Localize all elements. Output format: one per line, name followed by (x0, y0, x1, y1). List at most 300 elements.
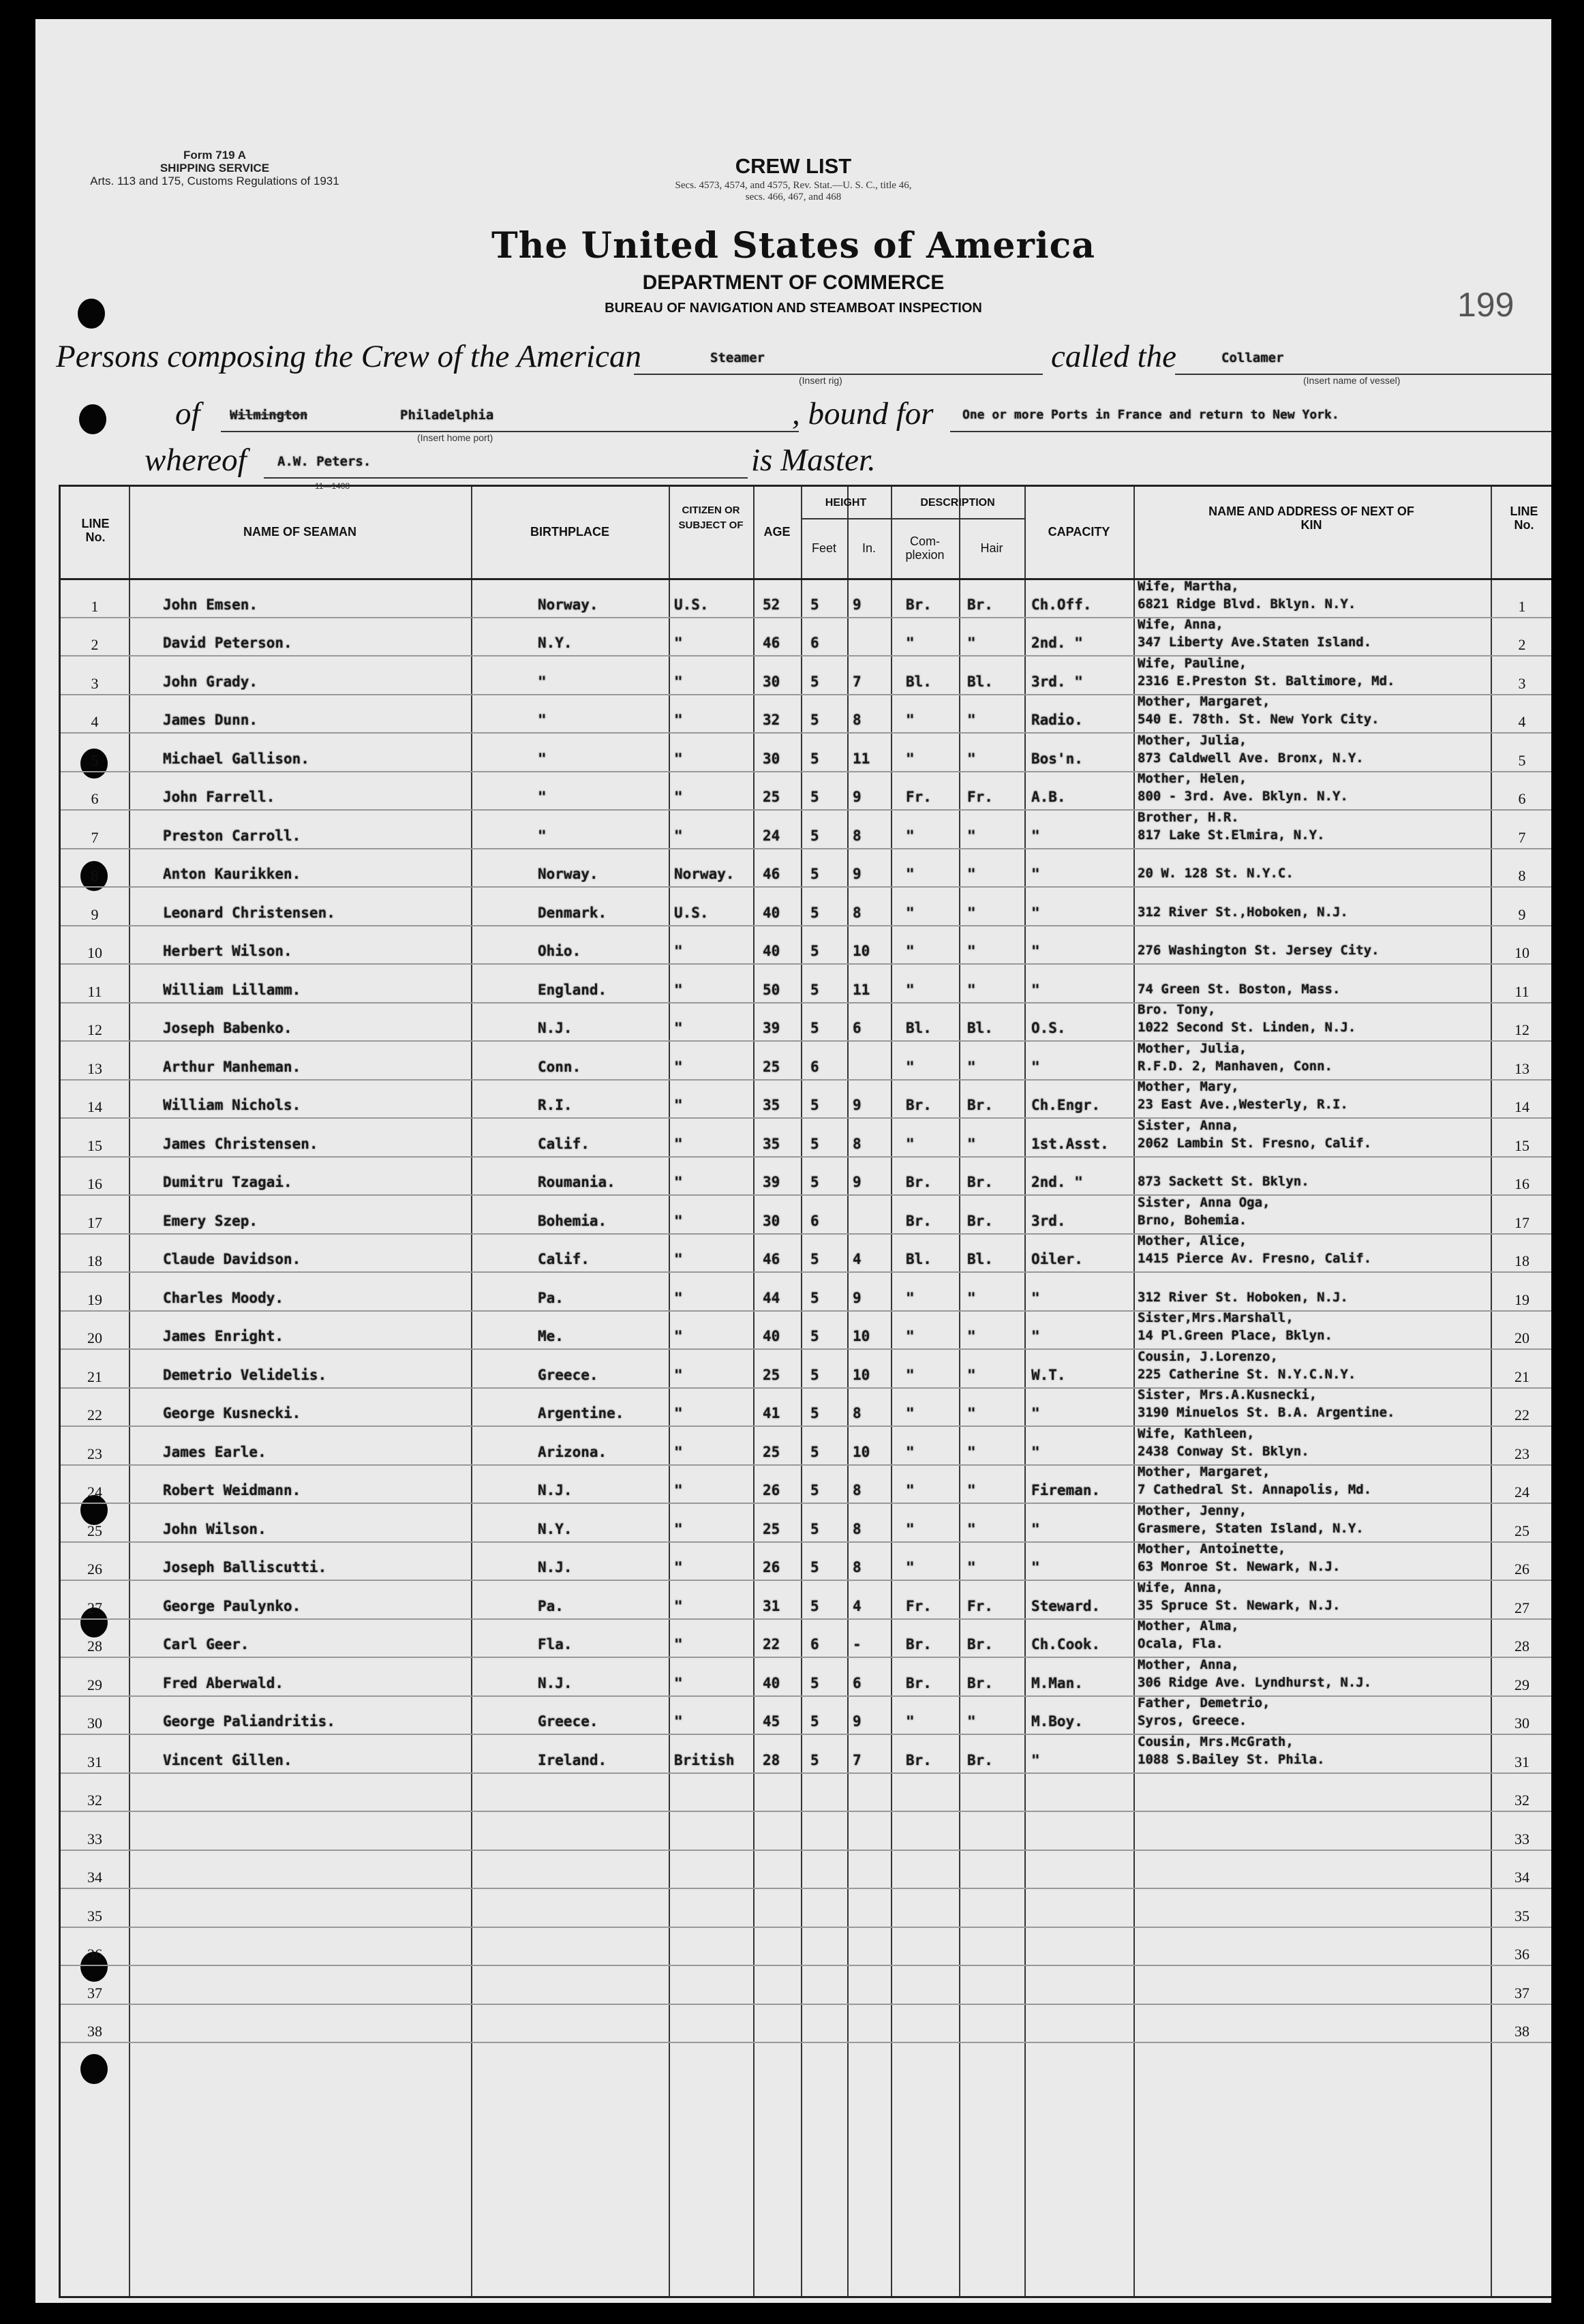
hair: " (967, 1443, 976, 1460)
birthplace: Calif. (538, 1135, 590, 1152)
age: 35 (763, 1135, 780, 1152)
height-inches: 6 (853, 1674, 862, 1691)
capacity: Ch.Engr. (1031, 1097, 1101, 1113)
capacity: " (1031, 1058, 1040, 1075)
height-inches: 8 (853, 712, 862, 728)
birthplace: Norway. (538, 596, 598, 613)
hair: Bl. (967, 1251, 993, 1267)
hair: " (967, 904, 976, 921)
next-of-kin-name: Mother, Anna, (1138, 1657, 1239, 1672)
column-divider (801, 487, 802, 2296)
hair: Br. (967, 1212, 993, 1229)
complexion: " (906, 1405, 915, 1421)
seaman-name: Michael Gallison. (163, 750, 309, 767)
next-of-kin-name: Cousin, Mrs.McGrath, (1138, 1734, 1294, 1749)
height-inches: 10 (853, 1366, 870, 1383)
next-of-kin-name: Mother, Alice, (1138, 1233, 1247, 1248)
citizen: " (674, 1020, 683, 1036)
line-number-right: 33 (1514, 1830, 1529, 1847)
height-inches: 8 (853, 1482, 862, 1498)
description-subheader-line (891, 518, 1024, 519)
capacity: 3rd. (1031, 1212, 1066, 1229)
row-divider (61, 1811, 1551, 1812)
seaman-name: Robert Weidmann. (163, 1482, 301, 1498)
line-number: 21 (87, 1368, 102, 1385)
next-of-kin-name: Mother, Helen, (1138, 771, 1247, 786)
height-feet: 5 (810, 1443, 819, 1460)
height-feet: 6 (810, 1058, 819, 1075)
next-of-kin-name: Mother, Margaret, (1138, 694, 1270, 709)
header-height: HEIGHT (825, 497, 867, 509)
country-heading: The United States of America (491, 225, 1096, 267)
seaman-name: Demetrio Velidelis. (163, 1366, 327, 1383)
line-number: 38 (87, 2023, 102, 2040)
capacity: " (1031, 1328, 1040, 1344)
line-number-right: 3 (1518, 674, 1526, 692)
citizen: British (674, 1751, 735, 1768)
line-number-right: 22 (1514, 1406, 1529, 1423)
print-code: 11—1408 (315, 481, 350, 491)
next-of-kin-address: 873 Caldwell Ave. Bronx, N.Y. (1138, 750, 1364, 766)
citizen: " (674, 1405, 683, 1421)
line-number-right: 34 (1514, 1869, 1529, 1886)
citizen: " (674, 1058, 683, 1075)
hair: Br. (967, 1674, 993, 1691)
next-of-kin-name: Mother, Alma, (1138, 1618, 1239, 1633)
line-number: 31 (87, 1753, 102, 1770)
seaman-name: James Dunn. (163, 712, 258, 728)
line-number: 8 (91, 867, 99, 884)
line-number: 5 (91, 751, 99, 769)
next-of-kin-address: 1415 Pierce Av. Fresno, Calif. (1138, 1251, 1372, 1266)
hair: Bl. (967, 673, 993, 690)
height-feet: 5 (810, 673, 819, 690)
next-of-kin-name: Mother, Julia, (1138, 1040, 1247, 1056)
hair: " (967, 712, 976, 728)
line-number-right: 8 (1518, 867, 1526, 884)
seaman-name: Fred Aberwald. (163, 1674, 284, 1691)
hair: " (967, 1713, 976, 1730)
seaman-name: Vincent Gillen. (163, 1751, 292, 1768)
line-number: 29 (87, 1676, 102, 1693)
citizen: " (674, 1674, 683, 1691)
height-feet: 5 (810, 1328, 819, 1344)
line-number-right: 10 (1514, 944, 1529, 961)
age: 52 (763, 596, 780, 613)
punch-hole (78, 299, 105, 329)
citizen: " (674, 789, 683, 805)
citizen: " (674, 750, 683, 767)
line-number-right: 38 (1514, 2023, 1529, 2040)
height-feet: 5 (810, 596, 819, 613)
birthplace: Roumania. (538, 1174, 615, 1190)
complexion: " (906, 1482, 915, 1498)
line-number: 11 (87, 982, 102, 1000)
citizen: " (674, 1174, 683, 1190)
hair: Br. (967, 1097, 993, 1113)
seaman-name: Herbert Wilson. (163, 943, 292, 959)
birthplace: Argentine. (538, 1405, 624, 1421)
line-number: 10 (87, 944, 102, 961)
form-regulations: Arts. 113 and 175, Customs Regulations of 1931 (90, 175, 339, 187)
line-number-right: 31 (1514, 1753, 1529, 1770)
line-number-right: 18 (1514, 1252, 1529, 1269)
height-feet: 5 (810, 1559, 819, 1575)
complexion: " (906, 1328, 915, 1344)
seaman-name: Emery Szep. (163, 1212, 258, 1229)
line-number-right: 6 (1518, 790, 1526, 807)
line-number: 1 (91, 597, 99, 615)
line-number: 14 (87, 1098, 102, 1115)
column-divider (847, 487, 849, 2296)
capacity: " (1031, 866, 1040, 882)
birthplace: Calif. (538, 1251, 590, 1267)
height-inches: 9 (853, 1097, 862, 1113)
line-number: 15 (87, 1136, 102, 1154)
destination-value: One or more Ports in France and return to New York. (962, 408, 1339, 422)
next-of-kin-name: Sister, Anna Oga, (1138, 1194, 1270, 1210)
citizen: Norway. (674, 866, 735, 882)
form-number: Form 719 A (183, 149, 246, 162)
citizen: " (674, 673, 683, 690)
preamble-master-text: is Master. (751, 442, 876, 478)
birthplace: R.I. (538, 1097, 573, 1113)
capacity: " (1031, 904, 1040, 921)
height-feet: 5 (810, 1174, 819, 1190)
height-subheader-line (801, 518, 891, 519)
next-of-kin-address: 540 E. 78th. St. New York City. (1138, 712, 1380, 727)
complexion: " (906, 1058, 915, 1075)
birthplace: Me. (538, 1328, 564, 1344)
port-field-line (221, 431, 799, 432)
next-of-kin-address: 276 Washington St. Jersey City. (1138, 943, 1380, 958)
next-of-kin-address: Brno, Bohemia. (1138, 1212, 1247, 1228)
age: 40 (763, 943, 780, 959)
height-inches: 8 (853, 1520, 862, 1537)
complexion: " (906, 1713, 915, 1730)
capacity: " (1031, 1443, 1040, 1460)
header-complexion: Com- plexion (905, 534, 945, 562)
column-divider (1024, 487, 1026, 2296)
seaman-name: Arthur Manheman. (163, 1058, 301, 1075)
height-inches: 9 (853, 1713, 862, 1730)
hair: " (967, 635, 976, 651)
complexion: Br. (906, 1751, 932, 1768)
seaman-name: Joseph Balliscutti. (163, 1559, 327, 1575)
next-of-kin-address: 2316 E.Preston St. Baltimore, Md. (1138, 673, 1395, 689)
height-inches: 9 (853, 596, 862, 613)
row-divider (61, 1888, 1551, 1889)
line-number: 7 (91, 828, 99, 846)
hair: " (967, 1559, 976, 1575)
line-number: 4 (91, 713, 99, 730)
column-divider (891, 487, 892, 2296)
next-of-kin-name: Wife, Kathleen, (1138, 1425, 1255, 1441)
height-inches: 10 (853, 1328, 870, 1344)
next-of-kin-name: Sister, Anna, (1138, 1117, 1239, 1133)
capacity: O.S. (1031, 1020, 1066, 1036)
complexion: " (906, 712, 915, 728)
age: 25 (763, 1058, 780, 1075)
complexion: " (906, 1559, 915, 1575)
height-feet: 5 (810, 1097, 819, 1113)
row-divider (61, 2042, 1551, 2043)
seaman-name: George Kusnecki. (163, 1405, 301, 1421)
line-number-right: 29 (1514, 1676, 1529, 1693)
vessel-value: Collamer (1221, 350, 1284, 365)
line-number-right: 36 (1514, 1946, 1529, 1963)
capacity: 1st.Asst. (1031, 1135, 1109, 1152)
complexion: Br. (906, 1674, 932, 1691)
citizen: U.S. (674, 596, 709, 613)
hair: Br. (967, 596, 993, 613)
capacity: W.T. (1031, 1366, 1066, 1383)
seaman-name: John Grady. (163, 673, 258, 690)
row-divider (61, 925, 1551, 926)
seaman-name: David Peterson. (163, 635, 292, 651)
next-of-kin-address: 35 Spruce St. Newark, N.J. (1138, 1597, 1341, 1613)
next-of-kin-name: Mother, Margaret, (1138, 1464, 1270, 1479)
birthplace: Denmark. (538, 904, 607, 921)
hair: " (967, 943, 976, 959)
line-number-right: 35 (1514, 1907, 1529, 1925)
capacity: " (1031, 943, 1040, 959)
age: 25 (763, 1520, 780, 1537)
next-of-kin-name: Bro. Tony, (1138, 1002, 1216, 1017)
department-heading: DEPARTMENT OF COMMERCE (642, 271, 945, 294)
birthplace: N.J. (538, 1559, 573, 1575)
age: 41 (763, 1405, 780, 1421)
citizen: " (674, 1366, 683, 1383)
height-feet: 5 (810, 1674, 819, 1691)
birthplace: England. (538, 981, 607, 998)
row-divider (61, 1156, 1551, 1158)
seaman-name: Preston Carroll. (163, 827, 301, 844)
birthplace: " (538, 673, 547, 690)
row-divider (61, 1965, 1551, 1966)
line-number: 25 (87, 1522, 102, 1539)
port-value: Philadelphia (400, 408, 494, 423)
row-divider (61, 963, 1551, 965)
hair: Fr. (967, 1597, 993, 1614)
height-feet: 5 (810, 1251, 819, 1267)
form-service: SHIPPING SERVICE (159, 162, 270, 175)
birthplace: Norway. (538, 866, 598, 882)
height-inches: 9 (853, 1289, 862, 1306)
citizen: " (674, 827, 683, 844)
line-number-right: 27 (1514, 1599, 1529, 1616)
complexion: Br. (906, 1212, 932, 1229)
capacity: M.Boy. (1031, 1713, 1083, 1730)
next-of-kin-address: 6821 Ridge Blvd. Bklyn. N.Y. (1138, 596, 1356, 612)
capacity: Fireman. (1031, 1482, 1101, 1498)
line-number-right: 11 (1514, 982, 1529, 1000)
birthplace: Ireland. (538, 1751, 607, 1768)
line-number-right: 9 (1518, 905, 1526, 923)
birthplace: Fla. (538, 1636, 573, 1653)
header-hair: Hair (980, 541, 1003, 555)
line-number-right: 15 (1514, 1136, 1529, 1154)
hair: " (967, 1366, 976, 1383)
preamble-bound-text: , bound for (792, 396, 934, 432)
complexion: " (906, 1520, 915, 1537)
line-number: 18 (87, 1252, 102, 1269)
next-of-kin-name: Sister,Mrs.Marshall, (1138, 1310, 1294, 1325)
height-inches: 9 (853, 1174, 862, 1190)
statute-reference (35, 180, 1551, 203)
birthplace: Greece. (538, 1713, 598, 1730)
hair: " (967, 981, 976, 998)
height-feet: 5 (810, 750, 819, 767)
citizen: " (674, 635, 683, 651)
complexion: " (906, 635, 915, 651)
height-inches: 6 (853, 1020, 862, 1036)
complexion: " (906, 750, 915, 767)
line-number: 35 (87, 1907, 102, 1925)
hair: " (967, 866, 976, 882)
next-of-kin-name: Mother, Julia, (1138, 732, 1247, 748)
hair: " (967, 1328, 976, 1344)
next-of-kin-address: 2062 Lambin St. Fresno, Calif. (1138, 1135, 1372, 1151)
birthplace: Ohio. (538, 943, 581, 959)
row-divider (61, 1271, 1551, 1273)
birthplace: Pa. (538, 1597, 564, 1614)
complexion: " (906, 827, 915, 844)
line-number: 19 (87, 1291, 102, 1308)
row-divider (61, 848, 1551, 849)
header-citizen: CITIZEN OR SUBJECT OF (678, 504, 744, 531)
citizen: " (674, 943, 683, 959)
next-of-kin-name: Sister, Mrs.A.Kusnecki, (1138, 1387, 1318, 1402)
line-number: 17 (87, 1213, 102, 1231)
rig-value: Steamer (710, 350, 765, 365)
height-feet: 5 (810, 1020, 819, 1036)
line-number-right: 17 (1514, 1213, 1529, 1231)
crew-list-page (35, 19, 1551, 2303)
preamble-of-text: of (175, 396, 200, 432)
height-feet: 5 (810, 1135, 819, 1152)
header-birthplace: BIRTHPLACE (530, 525, 609, 539)
preamble-whereof-text: whereof (144, 442, 247, 478)
capacity: " (1031, 1520, 1040, 1537)
next-of-kin-address: 14 Pl.Green Place, Bklyn. (1138, 1328, 1332, 1343)
capacity: " (1031, 827, 1040, 844)
hair: Br. (967, 1636, 993, 1653)
citizen: " (674, 1597, 683, 1614)
seaman-name: James Christensen. (163, 1135, 318, 1152)
age: 40 (763, 1674, 780, 1691)
next-of-kin-address: 800 - 3rd. Ave. Bklyn. N.Y. (1138, 789, 1348, 804)
capacity: A.B. (1031, 789, 1066, 805)
hair: " (967, 1405, 976, 1421)
line-number: 28 (87, 1638, 102, 1655)
line-number: 27 (87, 1599, 102, 1616)
seaman-name: John Farrell. (163, 789, 275, 805)
height-feet: 5 (810, 904, 819, 921)
line-number: 13 (87, 1059, 102, 1077)
citizen: " (674, 981, 683, 998)
complexion: Bl. (906, 1020, 932, 1036)
next-of-kin-name: Wife, Anna, (1138, 1580, 1223, 1595)
height-feet: 5 (810, 866, 819, 882)
line-number: 34 (87, 1869, 102, 1886)
complexion: Bl. (906, 1251, 932, 1267)
line-number: 30 (87, 1715, 102, 1732)
next-of-kin-address: 817 Lake St.Elmira, N.Y. (1138, 827, 1325, 843)
birthplace: " (538, 789, 547, 805)
height-feet: 5 (810, 827, 819, 844)
line-number: 26 (87, 1560, 102, 1578)
line-number-right: 1 (1518, 597, 1526, 615)
line-number-right: 5 (1518, 751, 1526, 769)
capacity: Ch.Cook. (1031, 1636, 1101, 1653)
height-feet: 5 (810, 1366, 819, 1383)
line-number: 36 (87, 1946, 102, 1963)
header-next-of-kin: NAME AND ADDRESS OF NEXT OF KIN (1208, 504, 1414, 532)
line-number-right: 21 (1514, 1368, 1529, 1385)
line-number-right: 13 (1514, 1059, 1529, 1077)
seaman-name: William Lillamm. (163, 981, 301, 998)
hair: Br. (967, 1751, 993, 1768)
row-divider (61, 1927, 1551, 1928)
birthplace: Bohemia. (538, 1212, 607, 1229)
age: 28 (763, 1751, 780, 1768)
height-inches: 9 (853, 789, 862, 805)
height-feet: 5 (810, 789, 819, 805)
height-inches: 8 (853, 1559, 862, 1575)
rig-caption: (Insert rig) (799, 375, 842, 386)
hair: " (967, 1058, 976, 1075)
statute-line-2: secs. 466, 467, and 468 (745, 192, 842, 202)
capacity: 2nd. " (1031, 1174, 1083, 1190)
citizen: " (674, 1559, 683, 1575)
line-number-right: 4 (1518, 713, 1526, 730)
height-inches: 4 (853, 1251, 862, 1267)
line-number: 33 (87, 1830, 102, 1847)
line-number-right: 2 (1518, 636, 1526, 653)
line-number: 20 (87, 1329, 102, 1346)
next-of-kin-address: 3190 Minuelos St. B.A. Argentine. (1138, 1405, 1395, 1420)
birthplace: " (538, 712, 547, 728)
citizen: " (674, 1212, 683, 1229)
height-inches: - (853, 1636, 862, 1653)
next-of-kin-address: Grasmere, Staten Island, N.Y. (1138, 1520, 1364, 1536)
master-value: A.W. Peters. (277, 454, 371, 469)
line-number-right: 30 (1514, 1715, 1529, 1732)
next-of-kin-address: 23 East Ave.,Westerly, R.I. (1138, 1097, 1348, 1112)
punch-hole (79, 404, 106, 434)
age: 30 (763, 750, 780, 767)
age: 35 (763, 1097, 780, 1113)
header-feet: Feet (811, 541, 837, 555)
row-divider (61, 2004, 1551, 2005)
citizen: " (674, 1097, 683, 1113)
complexion: Br. (906, 1636, 932, 1653)
line-number-right: 16 (1514, 1175, 1529, 1192)
complexion: " (906, 904, 915, 921)
line-number-right: 23 (1514, 1445, 1529, 1462)
line-number: 24 (87, 1483, 102, 1500)
seaman-name: James Enright. (163, 1328, 284, 1344)
height-inches: 8 (853, 904, 862, 921)
height-inches: 11 (853, 981, 870, 998)
age: 39 (763, 1020, 780, 1036)
birthplace: " (538, 750, 547, 767)
next-of-kin-address: 873 Sackett St. Bklyn. (1138, 1174, 1309, 1189)
age: 31 (763, 1597, 780, 1614)
line-number: 23 (87, 1445, 102, 1462)
header-line-no: LINE No. (81, 517, 110, 544)
